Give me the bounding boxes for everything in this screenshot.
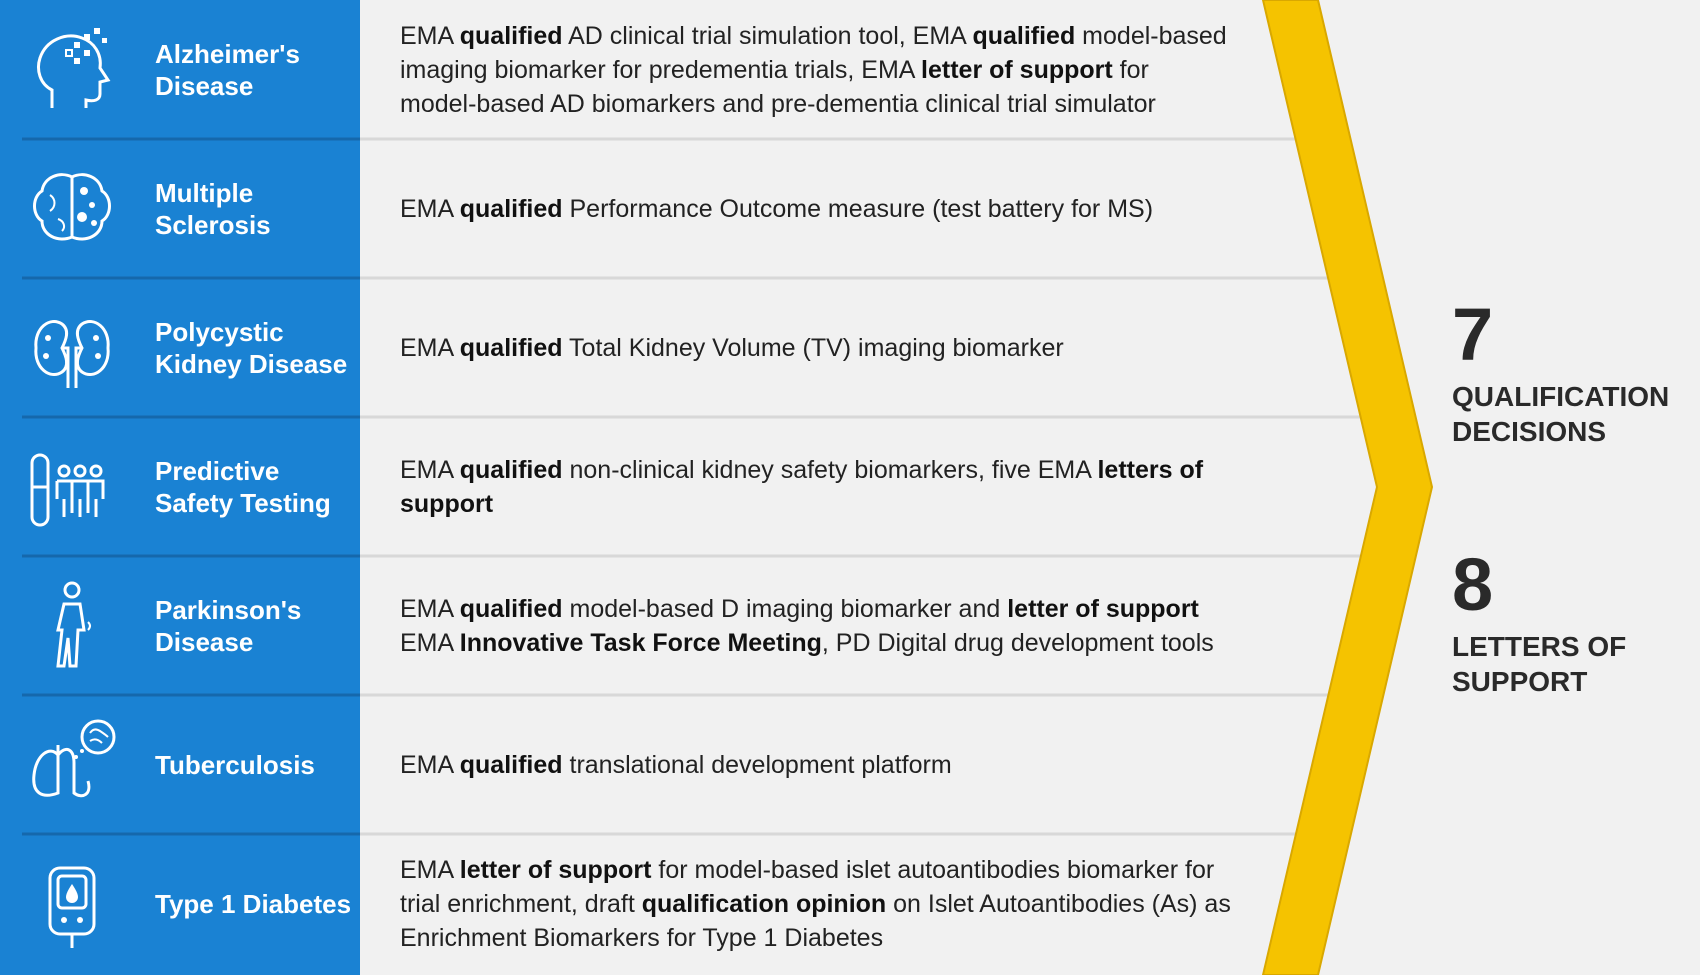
lungs-bacteria-icon <box>22 715 122 815</box>
emphasis-text: letter of support <box>921 55 1113 84</box>
emphasis-text: Innovative Task Force Meeting <box>459 628 822 657</box>
description-text: EMA <box>400 21 460 50</box>
row-description <box>400 695 1300 834</box>
emphasis-text: qualified <box>459 333 563 362</box>
description-line <box>400 53 1227 87</box>
description-text: EMA <box>400 855 460 884</box>
description-text: for <box>1112 55 1149 84</box>
row-predictive-safety <box>0 417 1700 556</box>
row-label: Parkinson's Disease <box>155 594 302 657</box>
test-tube-people-icon <box>22 437 122 537</box>
row-label: Type 1 Diabetes <box>155 888 352 919</box>
description-text: EMA <box>400 333 460 362</box>
row-label: Predictive Safety Testing <box>155 455 331 518</box>
description-text: Enrichment Biomarkers for Type 1 Diabetes <box>400 923 884 952</box>
row-description <box>400 834 1300 973</box>
description-text: EMA <box>400 750 460 779</box>
stat-qualification-value: 7 <box>1452 293 1494 376</box>
description-text: EMA <box>400 594 460 623</box>
row-description <box>400 417 1300 556</box>
description-line <box>400 887 1231 921</box>
row-multiple-sclerosis <box>0 139 1700 278</box>
head-brain-icon <box>22 20 122 120</box>
row-tuberculosis <box>0 695 1700 834</box>
description-text: model-based D imaging biomarker and <box>562 594 1008 623</box>
emphasis-text: qualified <box>459 594 563 623</box>
description-line <box>400 748 952 782</box>
description-line <box>400 192 1153 226</box>
stat-qualification <box>1452 295 1692 449</box>
description-line <box>400 626 1214 660</box>
description-text: , PD Digital drug development tools <box>821 628 1214 657</box>
description-text: for model-based islet autoantibodies biomarker for <box>651 855 1215 884</box>
description-line <box>400 453 1300 521</box>
emphasis-text: qualification opinion <box>641 889 887 918</box>
brain-icon <box>22 159 122 259</box>
kidneys-icon <box>22 298 122 398</box>
row-label: Alzheimer's Disease <box>155 38 300 101</box>
description-text: on Islet Autoantibodies (As) as <box>886 889 1231 918</box>
description-text: Performance Outcome measure (test battery for MS) <box>562 194 1154 223</box>
row-label: Tuberculosis <box>155 749 315 780</box>
glucose-meter-icon <box>22 854 122 954</box>
description-text: model-based AD biomarkers and pre-dementia clinical trial simulator <box>400 89 1156 118</box>
emphasis-text: qualified <box>972 21 1076 50</box>
row-label: Polycystic Kidney Disease <box>155 316 348 379</box>
row-description <box>400 0 1300 139</box>
row-type1-diabetes <box>0 834 1700 973</box>
emphasis-text: qualified <box>459 455 563 484</box>
stat-letters-value: 8 <box>1452 543 1494 626</box>
description-line <box>400 87 1227 121</box>
description-text: model-based <box>1075 21 1227 50</box>
description-text: imaging biomarker for predementia trials, EMA <box>400 55 922 84</box>
description-line <box>400 331 1064 365</box>
description-text: trial enrichment, draft <box>400 889 642 918</box>
description-line <box>400 853 1231 887</box>
description-line <box>400 592 1214 626</box>
description-text: non-clinical kidney safety biomarkers, five EMA <box>562 455 1098 484</box>
description-text: EMA <box>400 628 460 657</box>
walking-person-icon <box>22 576 122 676</box>
description-text: AD clinical trial simulation tool, EMA <box>562 21 973 50</box>
description-text: EMA <box>400 455 460 484</box>
emphasis-text: letter of support <box>1007 594 1199 623</box>
emphasis-text: qualified <box>459 750 563 779</box>
row-description <box>400 278 1300 417</box>
description-text: Total Kidney Volume (TV) imaging biomarker <box>562 333 1064 362</box>
description-text: EMA <box>400 194 460 223</box>
description-line <box>400 921 1231 955</box>
description-line <box>400 19 1227 53</box>
emphasis-text: letter of support <box>459 855 652 884</box>
stat-letters-label: LETTERS OF SUPPORT <box>1452 631 1627 697</box>
emphasis-text: qualified <box>459 21 563 50</box>
stat-letters <box>1452 545 1692 699</box>
emphasis-text: qualified <box>459 194 563 223</box>
emphasis-text: letters of support <box>400 455 1204 518</box>
row-description <box>400 139 1300 278</box>
row-alzheimers <box>0 0 1700 139</box>
row-parkinsons <box>0 556 1700 695</box>
row-polycystic-kidney <box>0 278 1700 417</box>
description-text: translational development platform <box>562 750 952 779</box>
row-description <box>400 556 1300 695</box>
stat-qualification-label: QUALIFICATION DECISIONS <box>1452 381 1670 447</box>
row-label: Multiple Sclerosis <box>155 177 271 240</box>
